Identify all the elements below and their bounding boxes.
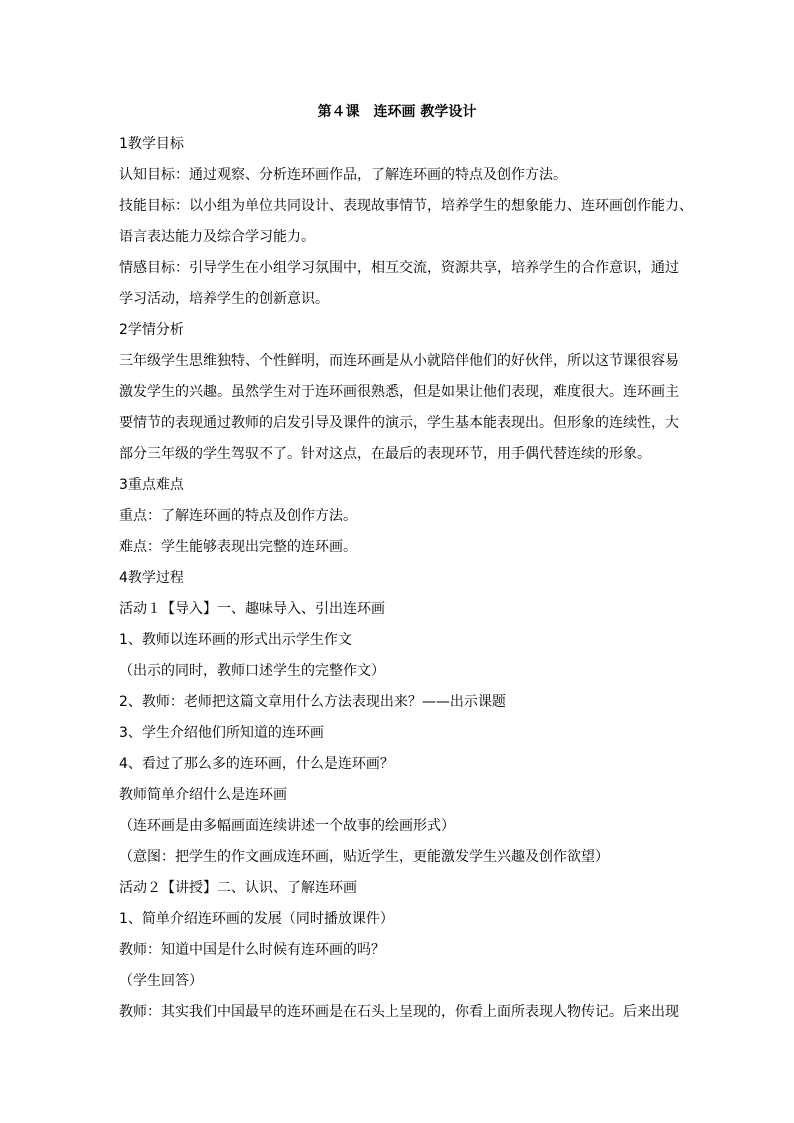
- document-body: [119, 134, 693, 1033]
- paragraph-line: （连环画是由多幅画面连续讲述一个故事的绘画形式）: [119, 818, 455, 834]
- section-heading-teaching-process: 4教学过程: [119, 570, 184, 586]
- paragraph-line: 三年级学生思维独特、个性鲜明，而连环画是从小就陪伴他们的好伙伴，所以这节课很容易: [119, 353, 679, 369]
- paragraph-line: 情感目标：引导学生在小组学习氛围中，相互交流，资源共享，培养学生的合作意识，通过: [119, 260, 679, 276]
- paragraph-line: 教师简单介绍什么是连环画: [119, 787, 287, 803]
- section-heading-teaching-goals: 1教学目标: [119, 136, 184, 152]
- section-heading-learner-analysis: 2学情分析: [119, 322, 184, 338]
- paragraph-line: 技能目标：以小组为单位共同设计、表现故事情节，培养学生的想象能力、连环画创作能力、: [119, 198, 693, 214]
- paragraph-line: 1、教师以连环画的形式出示学生作文: [119, 632, 352, 648]
- paragraph-line: 2、教师：老师把这篇文章用什么方法表现出来？——出示课题: [119, 694, 506, 710]
- paragraph-line: （出示的同时，教师口述学生的完整作文）: [119, 663, 385, 679]
- paragraph-line: 激发学生的兴趣。虽然学生对于连环画很熟悉，但是如果让他们表现，难度很大。连环画主: [119, 384, 679, 400]
- paragraph-line: 部分三年级的学生驾驭不了。针对这点，在最后的表现环节，用手偶代替连续的形象。: [119, 446, 651, 462]
- paragraph-line: 要情节的表现通过教师的启发引导及课件的演示，学生基本能表现出。但形象的连续性，大: [119, 415, 679, 431]
- paragraph-line: 语言表达能力及综合学习能力。: [119, 229, 315, 245]
- paragraph-line: 教师：知道中国是什么时候有连环画的吗？: [119, 942, 385, 958]
- paragraph-line: 4、看过了那么多的连环画，什么是连环画？: [119, 756, 394, 772]
- section-heading-key-points: 3重点难点: [119, 477, 184, 493]
- paragraph-line: 1、简单介绍连环画的发展（同时播放课件）: [119, 911, 394, 927]
- paragraph-line: （学生回答）: [119, 973, 203, 989]
- paragraph-line: （意图：把学生的作文画成连环画，贴近学生，更能激发学生兴趣及创作欲望）: [119, 849, 609, 865]
- paragraph-line: 3、学生介绍他们所知道的连环画: [119, 725, 324, 741]
- paragraph-line: 学习活动，培养学生的创新意识。: [119, 291, 329, 307]
- paragraph-line: 认知目标：通过观察、分析连环画作品，了解连环画的特点及创作方法。: [119, 167, 567, 183]
- paragraph-line: 重点：了解连环画的特点及创作方法。: [119, 508, 357, 524]
- document-title: 第４课 连环画 教学设计: [317, 104, 477, 120]
- paragraph-line: 教师：其实我们中国最早的连环画是在石头上呈现的，你看上面所表现人物传记。后来出现: [119, 1004, 679, 1020]
- activity-heading: 活动２【讲授】二、认识、了解连环画: [119, 880, 357, 896]
- paragraph-line: 难点：学生能够表现出完整的连环画。: [119, 539, 357, 555]
- activity-heading: 活动１【导入】一、趣味导入、引出连环画: [119, 601, 385, 617]
